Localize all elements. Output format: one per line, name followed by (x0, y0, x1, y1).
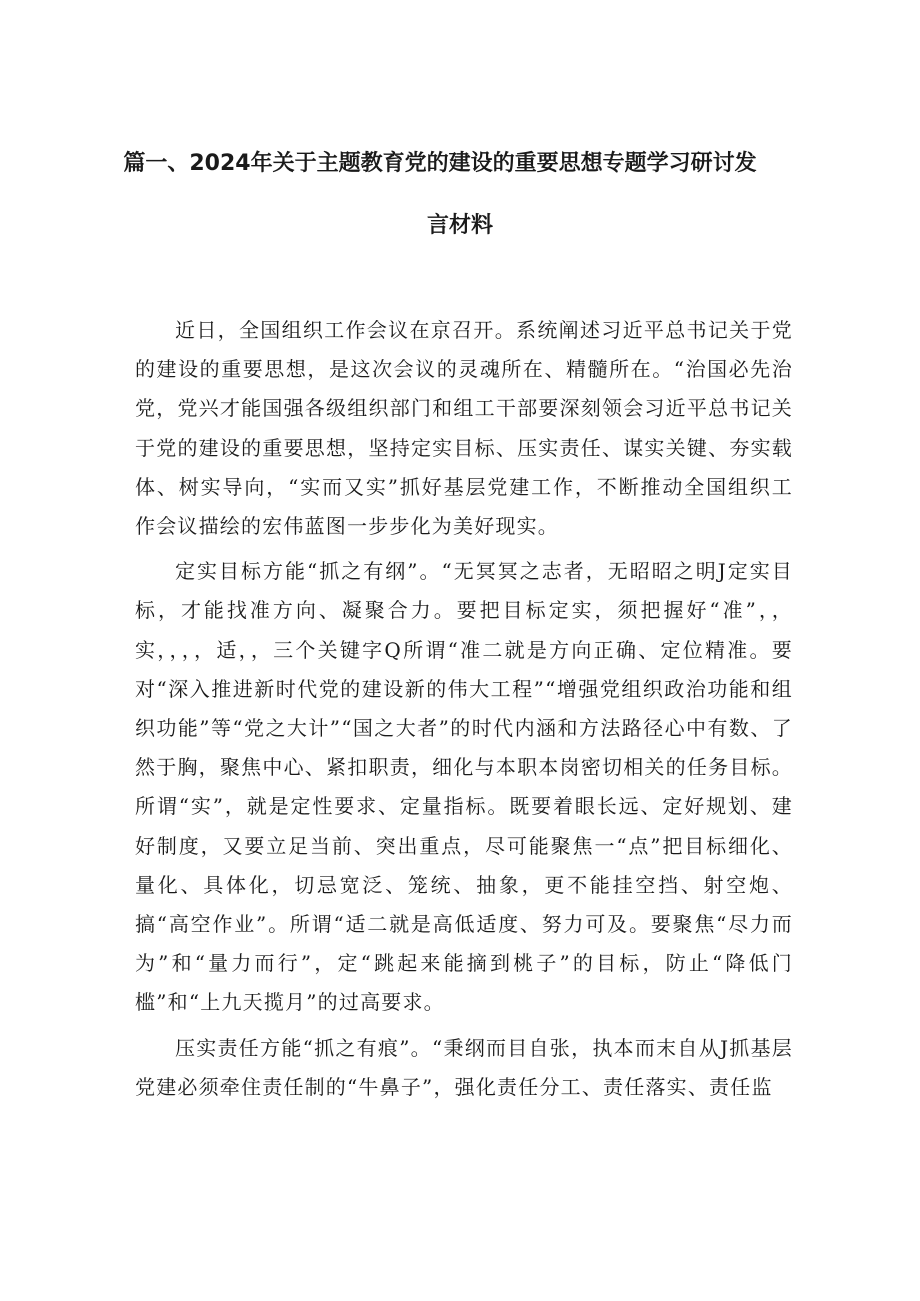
document-title-line-1: 篇一、2024年关于主题教育党的建设的重要思想专题学习研讨发 (123, 151, 757, 176)
document-title-line-2: 言材料 (426, 213, 493, 238)
document-body (135, 311, 793, 1113)
paragraph: 定实目标方能“抓之有纲”。“无冥冥之志者，无昭昭之明J定实目标，才能找准方向、凝聚合力。要把目标定实，须把握好“准”，，实，，，，适，，三个关键字Q所谓“准二就是方向正确、定位精准。要对“深入推进新时代党的建设新的伟大工程”“增强党组织政治功能和组织功能”等“党之大计”“国之大者”的时代内涵和方法路径心中有数、了然于胸，聚焦中心、紧扣职责，细化与本职本岗密切相关的任务目标。所谓“实”，就是定性要求、定量指标。既要着眼长远、定好规划、建好制度，又要立足当前、突出重点，尽可能聚焦一“点”把目标细化、量化、具体化，切忌宽泛、笼统、抽象，更不能挂空挡、射空炮、搞“高空作业”。所谓“适二就是高低适度、努力可及。要聚焦“尽力而为”和“量力而行”，定“跳起来能摘到桃子”的目标，防止“降低门槛”和“上九天揽月”的过高要求。 (135, 559, 793, 1015)
paragraph: 近日，全国组织工作会议在京召开。系统阐述习近平总书记关于党的建设的重要思想，是这次会议的灵魂所在、精髓所在。“治国必先治党，党兴才能国强各级组织部门和组工干部要深刻领会习近平总书记关于党的建设的重要思想，坚持定实目标、压实责任、谋实关键、夯实载体、树实导向，“实而又实”抓好基层党建工作，不断推动全国组织工作会议描绘的宏伟蓝图一步步化为美好现实。 (135, 318, 793, 539)
paragraph: 压实责任方能“抓之有痕”。“秉纲而目自张，执本而末自从J抓基层党建必须牵住责任制的“牛鼻子”，强化责任分工、责任落实、责任监 (135, 1035, 793, 1099)
